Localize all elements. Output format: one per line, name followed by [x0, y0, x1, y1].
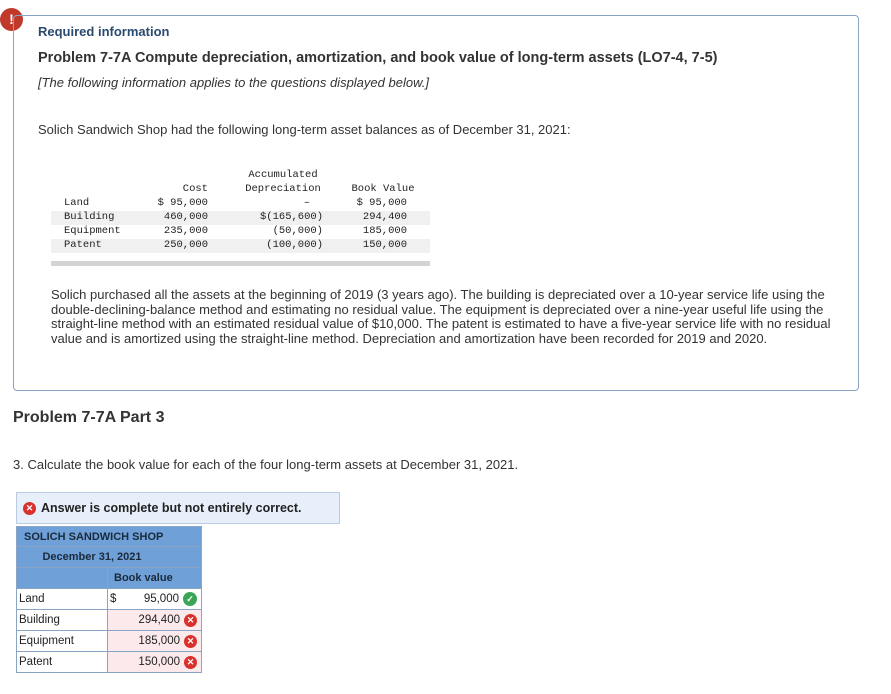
currency-cell	[108, 610, 128, 630]
answer-row-building	[16, 610, 202, 631]
input-value: 185,000	[138, 635, 180, 647]
currency-cell	[108, 652, 128, 672]
row-label: Land	[17, 589, 108, 609]
asset-book: 294,400	[362, 211, 407, 223]
info-note: [The following information applies to the questions displayed below.]	[38, 75, 429, 90]
book-value-input[interactable]	[128, 652, 201, 672]
question-text: 3. Calculate the book value for each of the four long-term assets at December 31, 2021.	[13, 457, 519, 472]
asset-name: Land	[64, 197, 90, 209]
answer-table	[16, 526, 202, 673]
table-row	[51, 239, 430, 253]
header-cost: Cost	[182, 183, 208, 195]
currency-symbol: $	[108, 589, 128, 609]
asset-balance-table	[51, 169, 430, 266]
answer-status-text: Answer is complete but not entirely correct.	[41, 501, 302, 515]
asset-name: Patent	[64, 239, 102, 251]
asset-accum: –	[303, 197, 310, 209]
book-value-header: Book value	[108, 568, 201, 588]
row-label: Building	[17, 610, 108, 630]
header-book-value: Book Value	[351, 183, 415, 195]
answer-status-banner	[16, 492, 340, 524]
header-accumulated: Accumulated	[248, 169, 318, 181]
problem-title: Problem 7-7A Compute depreciation, amortization, and book value of long-term assets (LO7-4, 7-5)	[38, 50, 718, 66]
book-value-input[interactable]	[128, 610, 201, 630]
company-header: SOLICH SANDWICH SHOP	[16, 526, 202, 547]
column-header-row	[16, 568, 202, 589]
table-divider	[51, 261, 430, 266]
table-row	[51, 197, 430, 211]
row-label: Patent	[17, 652, 108, 672]
asset-name: Equipment	[64, 225, 121, 237]
currency-cell	[108, 631, 128, 651]
table-row	[51, 211, 430, 225]
header-depreciation: Depreciation	[245, 183, 321, 195]
row-label: Equipment	[17, 631, 108, 651]
answer-row-equipment	[16, 631, 202, 652]
intro-text: Solich Sandwich Shop had the following long-term asset balances as of December 31, 2021:	[38, 122, 571, 137]
asset-cost: 235,000	[163, 225, 208, 237]
input-value: 95,000	[143, 593, 179, 605]
table-header-row	[51, 183, 430, 197]
asset-book: 185,000	[362, 225, 407, 237]
book-value-input[interactable]	[128, 589, 201, 609]
input-value: 294,400	[138, 614, 180, 626]
asset-book: $ 95,000	[356, 197, 407, 209]
date-header: December 31, 2021	[16, 547, 202, 568]
answer-row-land	[16, 589, 202, 610]
incorrect-icon: ✕	[184, 635, 197, 648]
table-row	[51, 225, 430, 239]
correct-check-icon: ✓	[183, 592, 197, 606]
asset-name: Building	[64, 211, 115, 223]
asset-cost: 250,000	[163, 239, 208, 251]
part-title: Problem 7-7A Part 3	[13, 409, 165, 426]
incorrect-icon: ✕	[184, 656, 197, 669]
asset-accum: (100,000)	[266, 239, 323, 251]
answer-row-patent	[16, 652, 202, 673]
problem-description: Solich purchased all the assets at the beginning of 2019 (3 years ago). The building is depreciated over a 10-year service life using the double-declining-balance method and estimating no residual value. The equipment is depreciated over a nine-year useful life using the straight-line method with an estimated residual value of $10,000. The patent is estimated to have a five-year service life with no residual value and is amortized using the straight-line method. Depreciation and amortization have been recorded for 2019 and 2020.	[51, 287, 831, 346]
asset-accum: (50,000)	[272, 225, 323, 237]
asset-cost: $ 95,000	[157, 197, 208, 209]
required-information-label: Required information	[38, 24, 170, 39]
input-value: 150,000	[138, 656, 180, 668]
asset-book: 150,000	[362, 239, 407, 251]
incorrect-icon: ✕	[184, 614, 197, 627]
table-header-row	[51, 169, 430, 183]
incorrect-icon: ✕	[23, 502, 36, 515]
asset-accum: $(165,600)	[259, 211, 323, 223]
book-value-input[interactable]	[128, 631, 201, 651]
asset-cost: 460,000	[163, 211, 208, 223]
blank-header-cell	[17, 568, 108, 588]
alert-icon: !	[0, 8, 23, 31]
